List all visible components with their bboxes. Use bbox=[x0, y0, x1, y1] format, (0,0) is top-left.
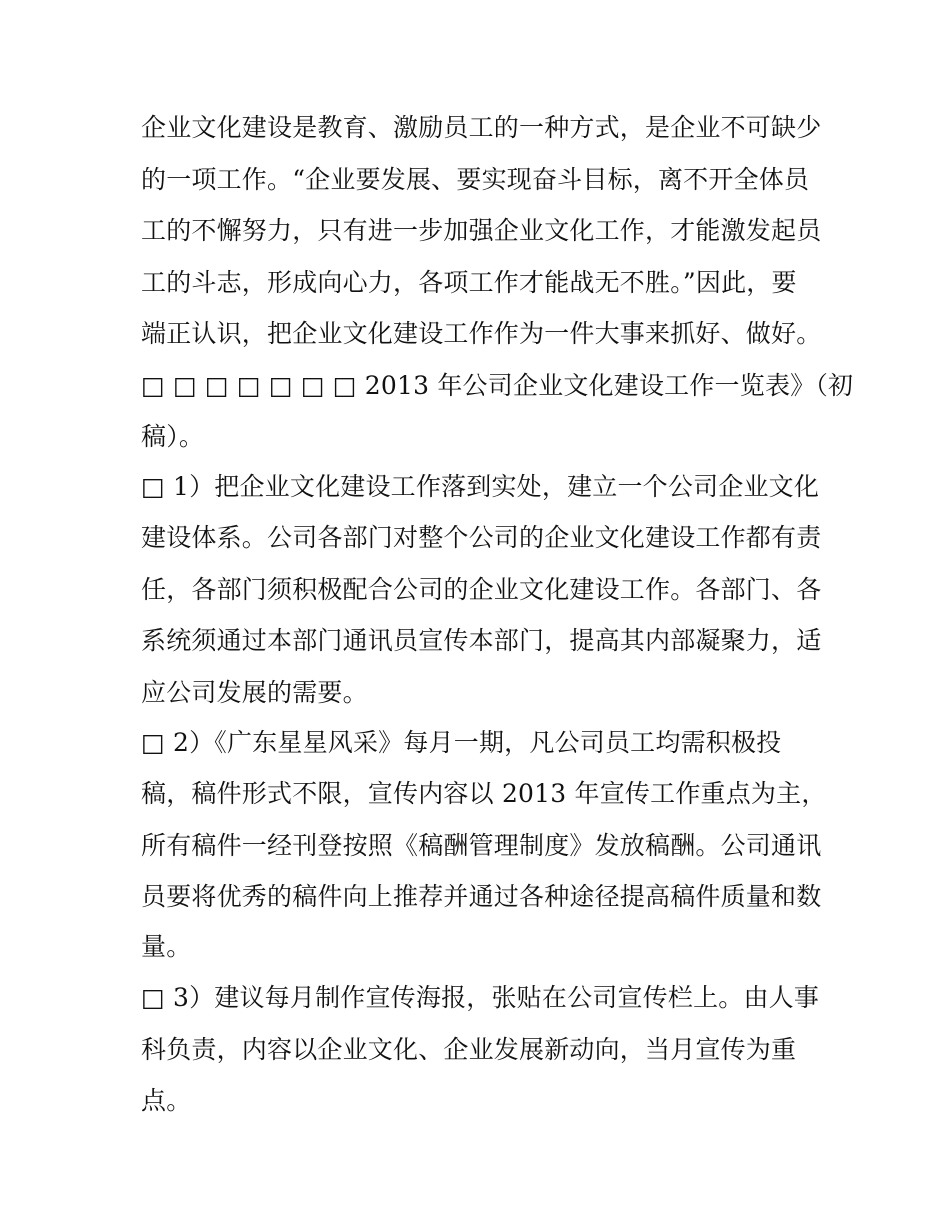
text-line: 点。 bbox=[141, 1086, 192, 1115]
text-line: 工的斗志，形成向心力，各项工作才能战无不胜。”因此，要 bbox=[141, 268, 797, 297]
text-line: 应公司发展的需要。 bbox=[141, 678, 368, 707]
text-line: □ 1）把企业文化建设工作落到实处，建立一个公司企业文化 bbox=[141, 472, 820, 501]
text-line: 端正认识，把企业文化建设工作作为一件大事来抓好、做好。 bbox=[141, 319, 822, 348]
text-line: 量。 bbox=[141, 932, 192, 961]
text-line: 系统须通过本部门通讯员宣传本部门，提高其内部凝聚力，适 bbox=[141, 626, 822, 655]
text-line: 稿）。 bbox=[141, 422, 205, 451]
text-line: □ 3）建议每月制作宣传海报，张贴在公司宣传栏上。由人事 bbox=[141, 983, 820, 1012]
text-line: 员要将优秀的稿件向上推荐并通过各种途径提高稿件质量和数 bbox=[141, 882, 822, 911]
text-line: 工的不懈努力，只有进一步加强企业文化工作，才能激发起员 bbox=[141, 216, 822, 245]
text-line: 的一项工作。“企业要发展、要实现奋斗目标，离不开全体员 bbox=[141, 165, 810, 194]
text-line: □ 2）《广东星星风采》每月一期，凡公司员工均需积极投 bbox=[141, 728, 782, 757]
text-line: 任，各部门须积极配合公司的企业文化建设工作。各部门、各 bbox=[141, 575, 822, 604]
text-line: 企业文化建设是教育、激励员工的一种方式，是企业不可缺少 bbox=[141, 113, 822, 142]
text-line: 稿，稿件形式不限，宣传内容以 2013 年宣传工作重点为主， bbox=[141, 779, 827, 808]
text-line: 所有稿件一经刊登按照《稿酬管理制度》发放稿酬。公司通讯 bbox=[141, 831, 822, 860]
text-line: 科负责，内容以企业文化、企业发展新动向，当月宣传为重 bbox=[141, 1035, 797, 1064]
text-line: □ □ □ □ □ □ □ 2013 年公司企业文化建设工作一览表》（初 bbox=[141, 371, 854, 400]
text-line: 建设体系。公司各部门对整个公司的企业文化建设工作都有责 bbox=[141, 523, 822, 552]
